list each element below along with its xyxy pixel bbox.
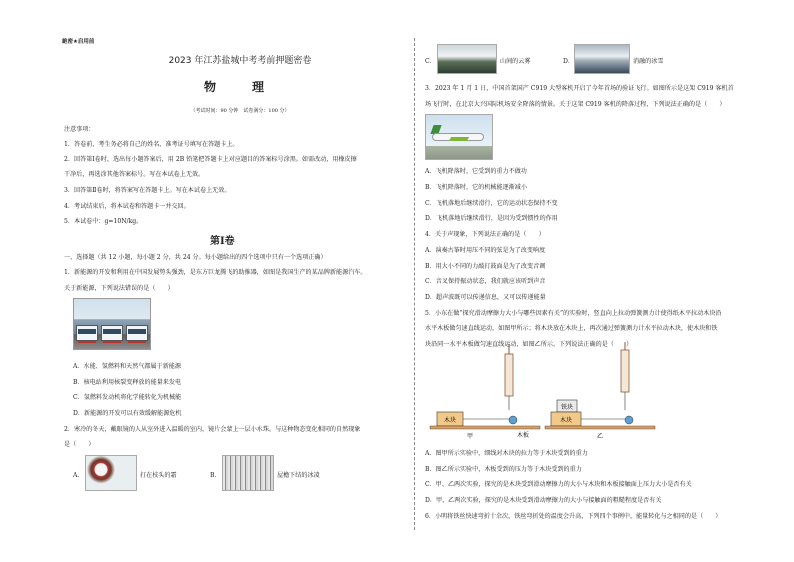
column-divider — [414, 38, 415, 530]
spring-scale-left — [505, 354, 513, 396]
label-board: 木板 — [516, 432, 530, 439]
pulley-left — [509, 416, 517, 424]
option-d: D．飞机落地后继续滑行，是因为受到惯性的作用 — [425, 215, 558, 222]
paper-title: 2023 年江苏盐城中考考前押题密卷 — [168, 56, 312, 66]
question-stem: 1．新能源的开发和利用在中国发展势头强劲，是东方巨龙腾飞的助推器，如图是我国生产的某品牌新能源汽车。 — [64, 269, 367, 276]
option-a-letter: A． — [73, 472, 84, 479]
note-item: 4．考试结束后，将本试卷和答题卡一并交回。 — [64, 203, 190, 210]
label-jia: 甲 — [466, 433, 474, 440]
option-c: C．氢燃料发动机将化学能转化为机械能 — [73, 394, 182, 401]
option-d: D．超声波既可以传递信息，又可以传递能量 — [425, 294, 546, 301]
cloud-image — [437, 44, 497, 74]
option-d-text: 消融的冰雪 — [633, 58, 664, 65]
note-item: 干净后，再选涂其他答案标号。写在本试卷上无效。 — [64, 171, 205, 178]
bus-shape — [101, 325, 123, 341]
note-item: 3．回答第Ⅱ卷时，将答案写在答题卡上。写在本试卷上无效。 — [64, 187, 231, 194]
bus-stripe — [128, 341, 146, 343]
section-title: 第Ⅰ卷 — [210, 236, 235, 247]
note-item: 1．答卷前，考生务必将自己的姓名、准考证号填写在答题卡上。 — [64, 141, 239, 148]
question-stem: 场飞行时，在北京大兴国际机场安全降落的情景。关于这架 C919 客机的降落过程，下列说法正确的是（ ） — [425, 101, 726, 108]
option-c-text: 山间的云雾 — [500, 58, 531, 65]
option-c: C．音叉保持振动状态，我们就应该听到声音 — [425, 278, 546, 285]
option-b: B．核电站利用核裂变释放的能量来发电 — [73, 379, 182, 386]
option-c: C．甲、乙两次实验，探究的是木块受到滑动摩擦力的大小与木块和木板接触面上压力大小是否有关 — [425, 481, 692, 488]
option-b: B．飞机降落时，它的机械能逐渐减小 — [425, 184, 527, 191]
option-b-text: 屋檐下结的冰凌 — [277, 472, 320, 479]
option-d: D．新能源的开发可以有效缓解能源危机 — [73, 410, 182, 417]
section-instruction: 一、选择题（共 12 小题，每小题 2 分，共 24 分。每小题给出的四个选项中只有一个选项正确） — [64, 254, 327, 261]
option-c: C．飞机落地后继续滑行，它的运动状态保持不变 — [425, 200, 558, 207]
question-stem: 5．小东在做“探究滑动摩擦力大小与哪些因素有关”的实验时，竖直向上拉动弹簧测力计使得纸木平拉动木块沿 — [425, 310, 722, 317]
secret-label: 絶密★启用前 — [62, 39, 95, 45]
board-right — [545, 426, 655, 429]
option-a-text: 打在枝头的霜 — [140, 472, 177, 479]
question-stem: 4．关于声现象，下列说法正确的是（ ） — [425, 231, 545, 238]
option-a: A．水能、氢燃料和天然气都属于新能源 — [73, 363, 181, 370]
spring-scale-right — [621, 350, 629, 392]
snow-image — [574, 44, 630, 74]
question-stem: 2．寒冷的冬天，戴眼镜的人从室外进入温暖的室内，镜片会蒙上一层小水珠。与这种物态变化相同的自然现象 — [64, 426, 361, 433]
question-stem: 关于新能源，下列说法错误的是（ ） — [64, 285, 174, 292]
option-b: B．图乙所示实验中，木板受到的压力等于木块受到的重力 — [425, 466, 582, 473]
option-a: A．演奏古筝时用压不同的弦是为了改变响度 — [425, 247, 546, 254]
pulley-right — [625, 416, 633, 424]
option-d-letter: D． — [563, 58, 574, 65]
note-item: 5．本试卷中：g=10N/kg。 — [64, 218, 143, 225]
bus-shape — [76, 325, 98, 341]
option-d: D．甲、乙两次实验，探究的是木块受到滑动摩擦力的大小与接触面的粗糙程度是否有关 — [425, 497, 662, 504]
icicle-image — [222, 455, 274, 491]
option-b-letter: B． — [210, 472, 221, 479]
option-a: A．图甲所示实验中，细线对木块的拉力等于木块受到的重力 — [425, 450, 588, 457]
bus-shape — [126, 325, 148, 341]
bus-stripe — [103, 341, 121, 343]
option-b: B．用大小不同的力敲打鼓面是为了改变音调 — [425, 263, 546, 270]
question-stem: 是（ ） — [64, 441, 95, 448]
label-block: 木块 — [443, 417, 457, 424]
note-item: 2．回答第Ⅰ卷时，选出每小题答案后，用 2B 铅笔把答题卡上对应题目的答案标号涂黑。如需改动，用橡皮擦 — [64, 156, 357, 163]
label-block-right: 木块 — [559, 417, 573, 424]
notes-heading: 注意事项： — [64, 126, 95, 133]
label-iron: 铁块 — [560, 404, 574, 411]
option-a: A．飞机降落时，它受到的重力不做功 — [425, 168, 527, 175]
bus-image — [73, 298, 151, 350]
question-stem: 水平木板做匀速直线运动，如图甲所示；将木块放在木块上，再次通过弹簧测力计水平拉动木块，使木块和铁 — [425, 325, 718, 332]
question-stem: 6．小明将铁丝快速弯折十余次，铁丝弯折处的温度会升高，下列四个事例中，能量转化与之相同的是（ ） — [425, 513, 722, 520]
option-c-letter: C． — [425, 58, 436, 65]
plane-image — [425, 114, 493, 160]
question-stem: 块沿同一水平木板做匀速直线运动，如图乙所示。下列说法正确的是（ ） — [425, 341, 633, 348]
label-yi: 乙 — [596, 433, 604, 440]
question-stem: 3．2023 年 1 月 1 日，中国首架国产 C919 大型客机开启了今年首场的验证飞行。如图所示是这架 C919 客机首 — [425, 85, 734, 92]
subject-title: 物 理 — [203, 80, 276, 94]
bus-stripe — [78, 341, 96, 343]
frost-image — [85, 455, 137, 491]
friction-experiment-figure — [425, 340, 685, 440]
exam-info: （考试时间：90 分钟 试卷满分：100 分） — [190, 108, 290, 114]
plane-wing — [449, 137, 469, 141]
board-left — [430, 426, 540, 429]
